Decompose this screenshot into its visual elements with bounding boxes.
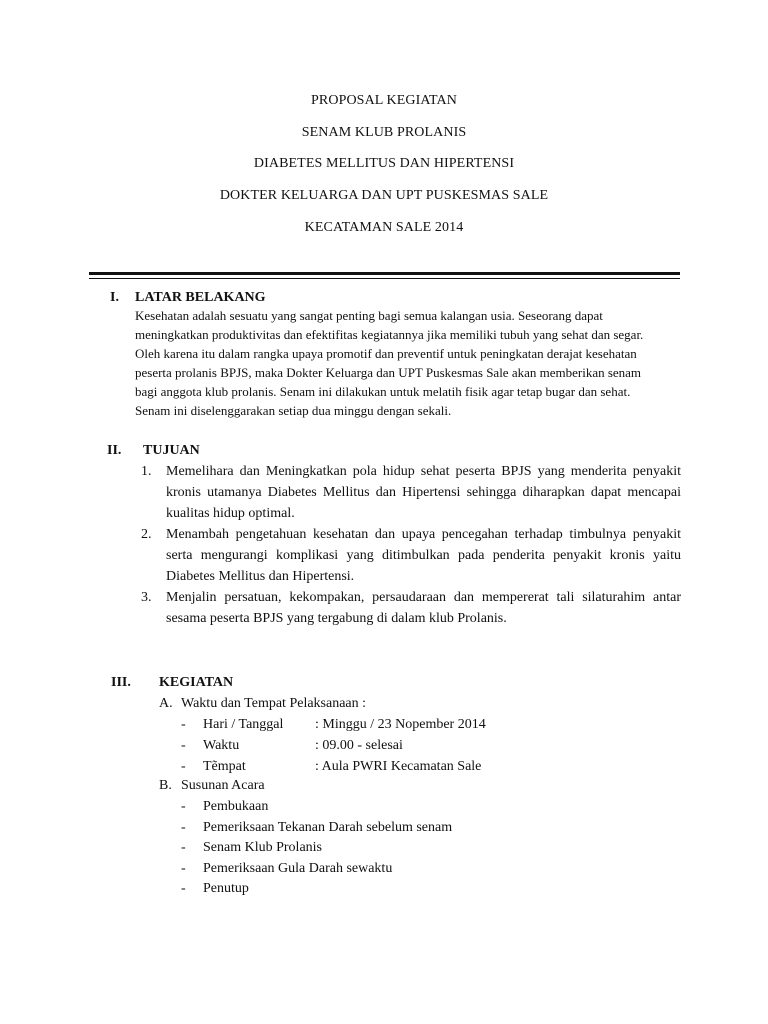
subsection-b-letter: B. bbox=[159, 778, 172, 793]
row-dash: - bbox=[181, 759, 186, 774]
section-1-paragraph bbox=[135, 306, 695, 420]
agenda-item: Penutup bbox=[203, 881, 249, 896]
title-line-4: DOKTER KELUARGA DAN UPT PUSKESMAS SALE bbox=[219, 188, 549, 203]
list-item-number: 3. bbox=[141, 590, 152, 605]
schedule-value: : Minggu / 23 Nopember 2014 bbox=[315, 717, 486, 732]
list-item-text: Memelihara dan Meningkatkan pola hidup sehat peserta BPJS yang menderita penyakit kronis utamanya Diabetes Mellitus dan Hipertensi sehingga diharapkan dapat mencapai kualitas hidup optimal. bbox=[166, 464, 681, 521]
title-line-5: KECATAMAN SALE 2014 bbox=[304, 220, 464, 235]
agenda-dash: - bbox=[181, 861, 186, 876]
schedule-label: Hari / Tanggal bbox=[203, 717, 284, 732]
section-1-heading: LATAR BELAKANG bbox=[135, 290, 266, 305]
agenda-dash: - bbox=[181, 881, 186, 896]
schedule-label: Waktu bbox=[203, 738, 240, 753]
header-divider-thick bbox=[89, 272, 680, 275]
subsection-b-title: Susunan Acara bbox=[181, 778, 265, 793]
title-line-2: SENAM KLUB PROLANIS bbox=[301, 125, 467, 140]
section-3-number: III. bbox=[111, 675, 131, 690]
paragraph-line: peserta prolanis BPJS, maka Dokter Keluarga dan UPT Puskesmas Sale akan memberikan senam bbox=[135, 365, 642, 380]
agenda-item: Senam Klub Prolanis bbox=[203, 840, 322, 855]
list-item bbox=[141, 524, 681, 587]
list-item-text: Menambah pengetahuan kesehatan dan upaya pencegahan terhadap timbulnya penyakit serta mengurangi komplikasi yang ditimbulkan pada penderita penyakit kronis yaitu Diabetes Mellitus dan Hipertensi. bbox=[166, 527, 681, 584]
paragraph-line: Kesehatan adalah sesuatu yang sangat penting bagi semua kalangan usia. Seseorang dapat bbox=[135, 308, 603, 323]
paragraph-line: bagi anggota klub prolanis. Senam ini dilakukan untuk melatih fisik agar tetap bugar dan sehat. bbox=[135, 384, 631, 399]
list-item-text: Menjalin persatuan, kekompakan, persaudaraan dan mempererat tali silaturahim antar sesama peserta BPJS yang tergabung di dalam klub Prolanis. bbox=[166, 590, 681, 626]
section-2-heading: TUJUAN bbox=[143, 443, 200, 458]
list-item-number: 2. bbox=[141, 527, 152, 542]
agenda-dash: - bbox=[181, 820, 186, 835]
agenda-item: Pembukaan bbox=[203, 799, 269, 814]
header-divider-thin bbox=[89, 278, 680, 279]
agenda-item: Pemeriksaan Gula Darah sewaktu bbox=[203, 861, 393, 876]
row-dash: - bbox=[181, 738, 186, 753]
paragraph-line: Senam ini diselenggarakan setiap dua minggu dengan sekali. bbox=[135, 403, 452, 418]
paragraph-line: meningkatkan produktivitas dan efektifitas kegiatannya jika memiliki tubuh yang sehat dan segar. bbox=[135, 327, 644, 342]
tujuan-list bbox=[141, 461, 681, 629]
agenda-item: Pemeriksaan Tekanan Darah sebelum senam bbox=[203, 820, 453, 835]
row-dash: - bbox=[181, 717, 186, 732]
agenda-dash: - bbox=[181, 799, 186, 814]
list-item bbox=[141, 461, 681, 524]
subsection-a-letter: A. bbox=[159, 696, 173, 711]
title-line-1: PROPOSAL KEGIATAN bbox=[311, 93, 457, 108]
section-2-number: II. bbox=[107, 443, 122, 458]
agenda-dash: - bbox=[181, 840, 186, 855]
section-1-number: I. bbox=[110, 290, 119, 305]
schedule-value: : 09.00 - selesai bbox=[315, 738, 403, 753]
schedule-value: : Aula PWRI Kecamatan Sale bbox=[315, 759, 482, 774]
title-line-3: DIABETES MELLITUS DAN HIPERTENSI bbox=[253, 156, 515, 171]
schedule-label: Tẽmpat bbox=[203, 759, 246, 774]
list-item-number: 1. bbox=[141, 464, 152, 479]
list-item bbox=[141, 587, 681, 629]
section-3-heading: KEGIATAN bbox=[159, 675, 234, 690]
paragraph-line: Oleh karena itu dalam rangka upaya promotif dan preventif untuk peningkatan derajat kesehatan bbox=[135, 346, 637, 361]
subsection-a-title: Waktu dan Tempat Pelaksanaan : bbox=[181, 696, 367, 711]
